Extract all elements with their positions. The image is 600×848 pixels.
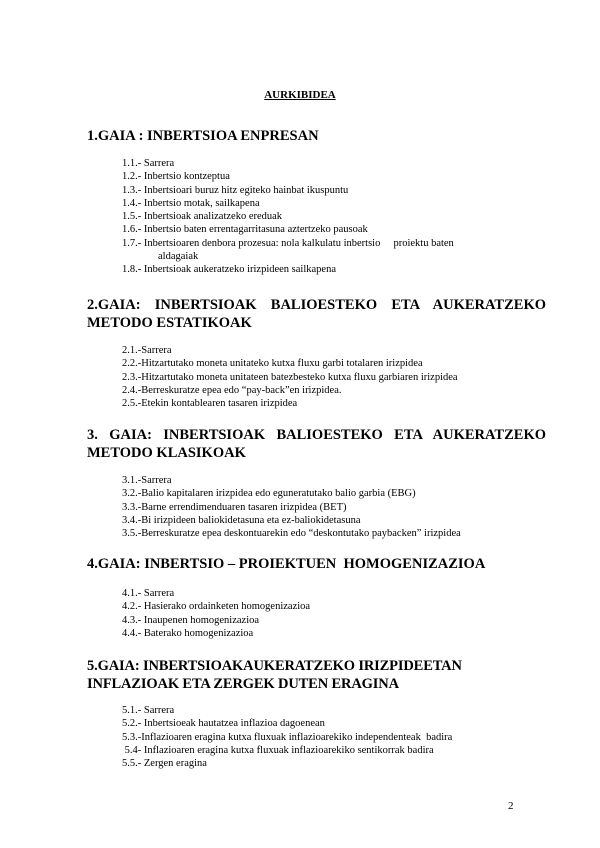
list-item: 2.4.-Berreskuratze epea edo “pay-back”en irizpidea. [122,384,342,396]
chapter-3-heading: 3. GAIA: INBERTSIOAK BALIOESTEKO ETA AUKERATZEKO METODO KLASIKOAK [87,427,546,461]
list-item: 4.3.- Inaupenen homogenizazioa [122,614,260,626]
page-number: 2 [508,800,514,812]
chapter-4-heading: 4.GAIA: INBERTSIO – PROIEKTUEN HOMOGENIZAZIOA [87,556,486,572]
chapter-1-heading: 1.GAIA : INBERTSIOA ENPRESAN [87,128,319,144]
chapter-5-heading: 5.GAIA: INBERTSIOAKAUKERATZEKO IRIZPIDEETAN INFLAZIOAK ETA ZERGEK DUTEN ERAGINA [87,658,462,692]
list-item: 4.1.- Sarrera [122,588,175,599]
list-item: 3.3.-Barne errendimenduaren tasaren irizpidea (BET) [122,501,347,513]
list-item: 2.3.-Hitzartutako moneta unitateen batezbesteko kutxa fluxu garbiaren irizpidea [122,371,458,383]
list-item: 2.1.-Sarrera [122,345,172,356]
list-item: 4.4.- Baterako homogenizazioa [122,627,254,639]
list-item: 5.4- Inflazioaren eragina kutxa fluxuak inflazioarekiko sentikorrak badira [122,744,434,756]
list-item: 1.1.- Sarrera [122,158,175,169]
list-item: 1.5.- Inbertsioak analizatzeko ereduak [122,211,283,223]
chapter-4-items [122,587,310,640]
list-item: 3.2.-Balio kapitalaren irizpidea edo eguneratutako balio garbia (EBG) [122,488,416,500]
list-item: 1.2.- Inbertsio kontzeptua [122,171,230,183]
list-item: 2.2.-Hitzartutako moneta unitateko kutxa fluxu garbi totalaren irizpidea [122,358,423,370]
list-item: 1.3.- Inbertsioari buruz hitz egiteko hainbat ikuspuntu [122,184,349,196]
list-item: 4.2.- Hasierako ordainketen homogenizazioa [122,601,311,613]
chapter-5-items [122,704,452,770]
chapter-2-heading: 2.GAIA: INBERTSIOAK BALIOESTEKO ETA AUKERATZEKO METODO ESTATIKOAK [87,297,546,331]
list-item: 5.5.- Zergen eragina [122,758,207,770]
list-item: 3.4.-Bi irizpideen baliokidetasuna eta ez-baliokidetasuna [122,514,361,526]
chapter-3-items [122,474,461,540]
list-item: 5.2.- Inbertsioeak hautatzea inflazioa dagoenean [122,718,325,730]
list-item: 2.5.-Etekin kontablearen tasaren irizpidea [122,398,298,410]
list-item: 3.5.-Berreskuratze epea deskontuarekin edo “deskontutako paybacken” irizpidea [122,528,461,540]
list-item: 1.4.- Inbertsio motak, sailkapena [122,197,260,209]
chapter-2-items [122,344,458,410]
list-item: 5.1.- Sarrera [122,705,175,716]
list-item: 5.3.-Inflazioaren eragina kutxa fluxuak inflazioarekiko independenteak badira [122,731,453,743]
list-item: 1.7.- Inbertsioaren denbora prozesua: nola kalkulatu inbertsio proiektu baten [122,237,454,249]
list-item: 3.1.-Sarrera [122,475,172,486]
list-item: 1.8.- Inbertsioak aukeratzeko irizpideen sailkapena [122,264,336,276]
chapter-1-items [122,157,454,277]
page-title: AURKIBIDEA [264,89,336,101]
list-item: 1.6.- Inbertsio baten errentagarritasuna aztertzeko pausoak [122,224,368,236]
list-item-continuation: aldagaiak [158,251,199,263]
